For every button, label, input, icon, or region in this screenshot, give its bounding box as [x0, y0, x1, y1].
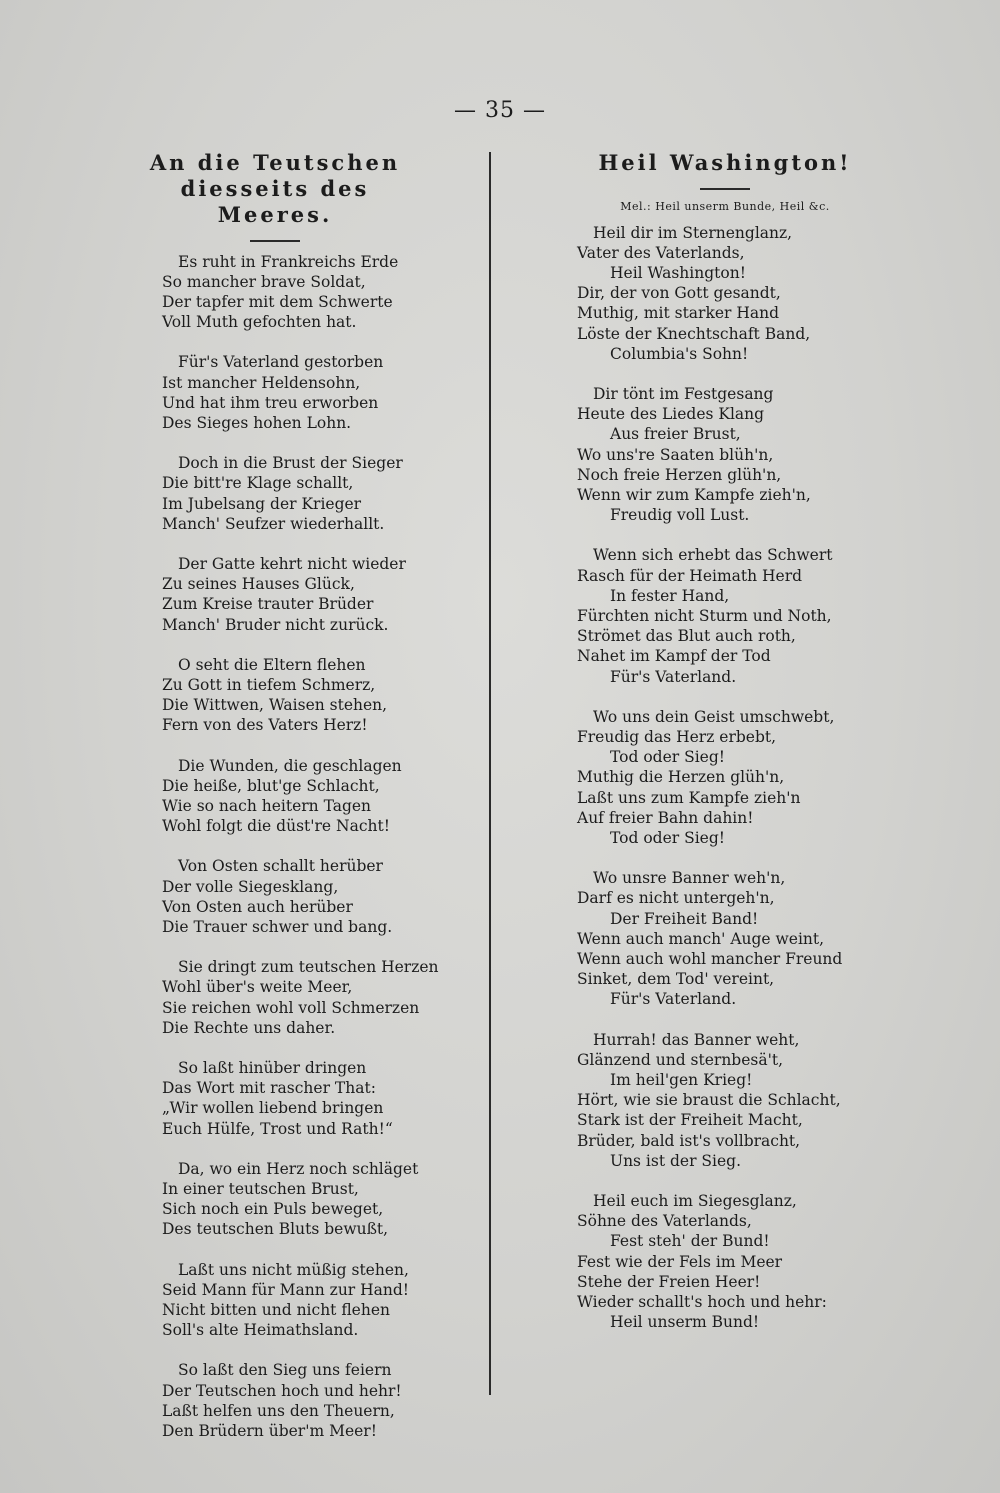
right-stanza-line: Heil Washington! — [610, 263, 746, 282]
left-stanza-line: Doch in die Brust der Sieger — [178, 454, 403, 473]
left-stanza — [80, 352, 470, 433]
left-stanza-line: Der Gatte kehrt nicht wieder — [178, 554, 406, 573]
left-stanza-line: Wie so nach heitern Tagen — [162, 796, 372, 815]
left-stanza-line: Und hat ihm treu erworben — [162, 393, 379, 412]
left-stanza-line: Da, wo ein Herz noch schläget — [178, 1159, 419, 1178]
page-number: — 35 — — [454, 98, 546, 123]
left-stanza-line: So mancher brave Soldat, — [162, 272, 366, 291]
left-stanza-line: Zu Gott in tiefem Schmerz, — [162, 675, 376, 694]
left-stanza-line: Seid Mann für Mann zur Hand! — [162, 1280, 410, 1299]
left-stanza-line: O seht die Eltern flehen — [178, 655, 366, 674]
left-stanza-line: Fern von des Vaters Herz! — [162, 716, 368, 735]
left-stanza — [80, 756, 470, 837]
right-stanza-line: Fürchten nicht Sturm und Noth, — [577, 606, 832, 625]
left-stanza-line: „Wir wollen liebend bringen — [162, 1099, 384, 1118]
left-stanza-line: Zum Kreise trauter Brüder — [162, 595, 374, 614]
right-stanza-line: Brüder, bald ist's vollbracht, — [577, 1131, 801, 1150]
left-title-rule — [250, 240, 300, 242]
left-stanza-line: Laßt helfen uns den Theuern, — [162, 1401, 395, 1420]
left-stanza-line: Von Osten auch herüber — [162, 897, 353, 916]
right-stanza — [525, 223, 925, 364]
left-stanza-line: Ist mancher Heldensohn, — [162, 373, 361, 392]
right-poem-title: Heil Washington! — [598, 150, 852, 175]
right-stanza-line: Aus freier Brust, — [610, 425, 741, 444]
left-stanza-line: Für's Vaterland gestorben — [178, 353, 384, 372]
right-stanza-line: Darf es nicht untergeh'n, — [577, 889, 775, 908]
left-stanza-line: Laßt uns nicht müßig stehen, — [178, 1260, 409, 1279]
right-stanza-line: Rasch für der Heimath Herd — [577, 566, 803, 585]
left-stanza — [80, 1360, 470, 1441]
left-stanza-line: Des teutschen Bluts bewußt, — [162, 1220, 389, 1239]
left-stanza-line: In einer teutschen Brust, — [162, 1180, 359, 1199]
right-stanza-line: Uns ist der Sieg. — [610, 1151, 742, 1170]
left-stanza-line: Von Osten schallt herüber — [178, 857, 383, 876]
left-stanza-line: Sich noch ein Puls beweget, — [162, 1200, 384, 1219]
right-stanza-line: Muthig die Herzen glüh'n, — [577, 768, 785, 787]
right-stanza-line: Noch freie Herzen glüh'n, — [577, 465, 782, 484]
left-stanza — [80, 252, 470, 333]
right-stanza-line: Wo uns're Saaten blüh'n, — [577, 445, 774, 464]
right-stanza-line: Heute des Liedes Klang — [577, 405, 765, 424]
right-stanza-line: Muthig, mit starker Hand — [577, 304, 780, 323]
left-stanza-line: Die Trauer schwer und bang. — [162, 917, 393, 936]
column-divider — [489, 152, 491, 1395]
right-stanza-line: Nahet im Kampf der Tod — [577, 647, 771, 666]
right-stanza-line: Wenn auch manch' Auge weint, — [577, 929, 825, 948]
right-stanza-line: Vater des Vaterlands, — [577, 243, 745, 262]
left-stanza — [80, 957, 470, 1038]
left-poem-title-line2: Meeres. — [217, 202, 333, 227]
right-stanzas — [525, 223, 925, 1333]
right-stanza-line: Dir tönt im Festgesang — [593, 384, 774, 403]
right-stanza-line: Im heil'gen Krieg! — [610, 1071, 753, 1090]
left-stanza-line: Voll Muth gefochten hat. — [162, 313, 357, 332]
right-stanza-line: Wenn sich erhebt das Schwert — [593, 546, 833, 565]
right-stanza-line: Dir, der von Gott gesandt, — [577, 284, 781, 303]
left-stanza-line: Das Wort mit rascher That: — [162, 1079, 376, 1098]
right-stanza-line: Hört, wie sie braust die Schlacht, — [577, 1091, 841, 1110]
left-stanza — [80, 856, 470, 937]
right-stanza-line: Hurrah! das Banner weht, — [593, 1030, 800, 1049]
left-stanza-line: Sie reichen wohl voll Schmerzen — [162, 998, 420, 1017]
left-stanza-line: Die bitt're Klage schallt, — [162, 474, 354, 493]
right-stanza-line: Tod oder Sieg! — [610, 748, 725, 767]
left-stanza-line: Die Rechte uns daher. — [162, 1018, 336, 1037]
left-stanza-line: Des Sieges hohen Lohn. — [162, 413, 352, 432]
right-stanza-line: Wo unsre Banner weh'n, — [593, 869, 786, 888]
right-stanza-line: Heil euch im Siegesglanz, — [593, 1192, 797, 1211]
left-stanza-line: Euch Hülfe, Trost und Rath!“ — [162, 1119, 393, 1138]
right-stanza-line: Glänzend und sternbesä't, — [577, 1050, 784, 1069]
right-stanza-line: Für's Vaterland. — [610, 667, 737, 686]
left-stanza-line: Sie dringt zum teutschen Herzen — [178, 958, 439, 977]
right-stanza-line: Heil dir im Sternenglanz, — [593, 223, 793, 242]
left-stanza — [80, 453, 470, 534]
left-stanza-line: Den Brüdern über'm Meer! — [162, 1422, 377, 1441]
right-stanza-line: Laßt uns zum Kampfe zieh'n — [577, 788, 801, 807]
left-stanza-line: So laßt den Sieg uns feiern — [178, 1361, 392, 1380]
left-stanza — [80, 554, 470, 635]
right-stanza — [525, 868, 925, 1009]
left-stanzas — [80, 252, 470, 1442]
right-stanza — [525, 384, 925, 525]
right-stanza — [525, 1030, 925, 1171]
left-stanza-line: Wohl über's weite Meer, — [162, 978, 353, 997]
right-title-rule — [700, 188, 750, 190]
left-stanza — [80, 655, 470, 736]
right-stanza-line: Stehe der Freien Heer! — [577, 1272, 761, 1291]
left-stanza-line: Im Jubelsang der Krieger — [162, 494, 362, 513]
left-stanza-line: Der tapfer mit dem Schwerte — [162, 292, 393, 311]
left-stanza-line: Manch' Seufzer wiederhallt. — [162, 514, 385, 533]
right-stanza-line: Löste der Knechtschaft Band, — [577, 324, 811, 343]
left-poem-title-line1: An die Teutschen diesseits des — [149, 150, 401, 201]
right-stanza-line: Strömet das Blut auch roth, — [577, 627, 796, 646]
right-stanza-line: Wenn auch wohl mancher Freund — [577, 950, 843, 968]
right-stanza-line: Wenn wir zum Kampfe zieh'n, — [577, 485, 811, 504]
left-stanza-line: Nicht bitten und nicht flehen — [162, 1301, 390, 1320]
right-stanza — [525, 545, 925, 686]
right-stanza-line: Heil unserm Bund! — [610, 1313, 760, 1332]
left-stanza-line: Die Wittwen, Waisen stehen, — [162, 696, 388, 715]
right-stanza-line: In fester Hand, — [610, 586, 730, 605]
left-stanza — [80, 1260, 470, 1341]
left-stanza-line: So laßt hinüber dringen — [178, 1059, 367, 1077]
right-stanza-line: Fest steh' der Bund! — [610, 1232, 770, 1251]
left-stanza-line: Der volle Siegesklang, — [162, 877, 339, 896]
right-stanza-line: Auf freier Bahn dahin! — [577, 808, 754, 827]
right-stanza-line: Für's Vaterland. — [610, 990, 737, 1009]
right-stanza-line: Freudig das Herz erbebt, — [577, 727, 777, 746]
left-stanza-line: Der Teutschen hoch und hehr! — [162, 1381, 402, 1400]
left-stanza-line: Es ruht in Frankreichs Erde — [178, 252, 399, 271]
left-stanza-line: Zu seines Hauses Glück, — [162, 575, 355, 594]
left-stanza-line: Soll's alte Heimathsland. — [162, 1321, 359, 1340]
right-stanza-line: Freudig voll Lust. — [610, 506, 750, 525]
left-stanza-line: Manch' Bruder nicht zurück. — [162, 615, 389, 634]
right-stanza-line: Wo uns dein Geist umschwebt, — [593, 707, 835, 726]
left-column-poem — [80, 150, 470, 1461]
left-stanza — [80, 1058, 470, 1139]
right-stanza-line: Fest wie der Fels im Meer — [577, 1252, 783, 1271]
left-stanza-line: Die heiße, blut'ge Schlacht, — [162, 776, 380, 795]
left-stanza-line: Die Wunden, die geschlagen — [178, 756, 402, 775]
right-column-poem — [525, 150, 925, 1352]
melody-note: Mel.: Heil unserm Bunde, Heil &c. — [620, 199, 830, 213]
right-stanza-line: Columbia's Sohn! — [610, 344, 749, 363]
right-stanza — [525, 707, 925, 848]
right-stanza-line: Sinket, dem Tod' vereint, — [577, 970, 775, 989]
left-stanza-line: Wohl folgt die düst're Nacht! — [162, 817, 390, 836]
right-stanza-line: Wieder schallt's hoch und hehr: — [577, 1293, 827, 1312]
right-stanza-line: Söhne des Vaterlands, — [577, 1212, 752, 1231]
left-stanza — [80, 1159, 470, 1240]
right-stanza-line: Tod oder Sieg! — [610, 828, 725, 847]
right-stanza-line: Stark ist der Freiheit Macht, — [577, 1111, 803, 1130]
right-stanza-line: Der Freiheit Band! — [610, 909, 759, 928]
right-stanza — [525, 1191, 925, 1332]
